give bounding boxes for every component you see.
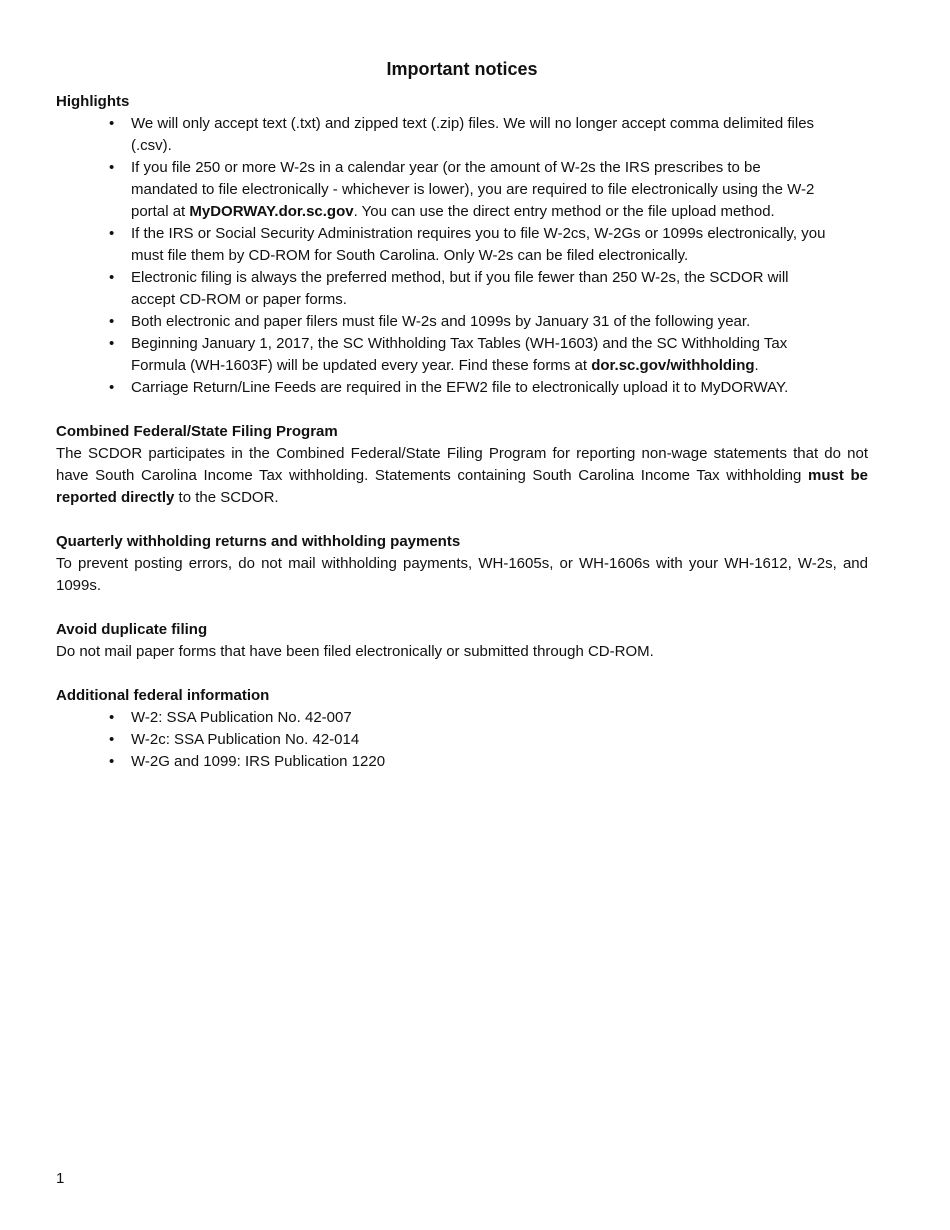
duplicate-body: Do not mail paper forms that have been filed electronically or submitted through CD-ROM.: [56, 643, 654, 660]
highlights-section: [56, 91, 868, 399]
combined-filing-body: The SCDOR participates in the Combined Federal/State Filing Program for reporting non-wage statements that do not have South Carolina Income Tax withholding. Statements containing South Carolina Income Tax withholding must be reported directly to the SCDOR.: [56, 445, 868, 506]
highlight-item: • Beginning January 1, 2017, the SC Withholding Tax Tables (WH-1603) and the SC Withholding Tax Formula (WH-1603F) will be updated every year. Find these forms at dor.sc.gov/withholding.: [131, 333, 831, 377]
quarterly-heading: Quarterly withholding returns and withholding payments: [56, 533, 461, 550]
quarterly-section: [56, 531, 868, 597]
combined-filing-heading: Combined Federal/State Filing Program: [56, 423, 338, 440]
highlights-heading: Highlights: [56, 93, 130, 110]
highlight-item: • If the IRS or Social Security Administration requires you to file W-2cs, W-2Gs or 1099s electronically, you must file them by CD-ROM for South Carolina. Only W-2s can be filed electronically.: [131, 223, 831, 267]
withholding-url-text: dor.sc.gov/withholding: [591, 357, 755, 374]
highlight-item: • Both electronic and paper filers must file W-2s and 1099s by January 31 of the following year.: [131, 311, 831, 333]
federal-item: • W-2c: SSA Publication No. 42-014: [131, 729, 831, 751]
federal-item: • W-2G and 1099: IRS Publication 1220: [131, 751, 831, 773]
federal-heading: Additional federal information: [56, 687, 270, 704]
document-page: [56, 56, 868, 773]
page-number: 1: [56, 1170, 65, 1187]
mydorway-link-text: MyDORWAY.dor.sc.gov: [189, 203, 354, 220]
combined-filing-section: [56, 421, 868, 509]
highlights-list: [56, 113, 868, 399]
federal-list: [56, 707, 868, 773]
highlight-item: • Carriage Return/Line Feeds are required in the EFW2 file to electronically upload it to MyDORWAY.: [131, 377, 831, 399]
highlight-item: • We will only accept text (.txt) and zipped text (.zip) files. We will no longer accept comma delimited files (.csv).: [131, 113, 831, 157]
duplicate-heading: Avoid duplicate filing: [56, 621, 208, 638]
page-title: Important notices: [386, 59, 538, 79]
federal-section: [56, 685, 868, 773]
quarterly-body: To prevent posting errors, do not mail withholding payments, WH-1605s, or WH-1606s with your WH-1612, W-2s, and 1099s.: [56, 555, 868, 594]
duplicate-section: [56, 619, 868, 663]
federal-item: • W-2: SSA Publication No. 42-007: [131, 707, 831, 729]
highlight-item: • Electronic filing is always the preferred method, but if you file fewer than 250 W-2s, the SCDOR will accept CD-ROM or paper forms.: [131, 267, 831, 311]
highlight-item: • If you file 250 or more W-2s in a calendar year (or the amount of W-2s the IRS prescribes to be mandated to file electronically - whichever is lower), you are required to file electronically using the W-2 portal at MyDORWAY.dor.sc.gov. You can use the direct entry method or the file upload method.: [131, 157, 831, 223]
